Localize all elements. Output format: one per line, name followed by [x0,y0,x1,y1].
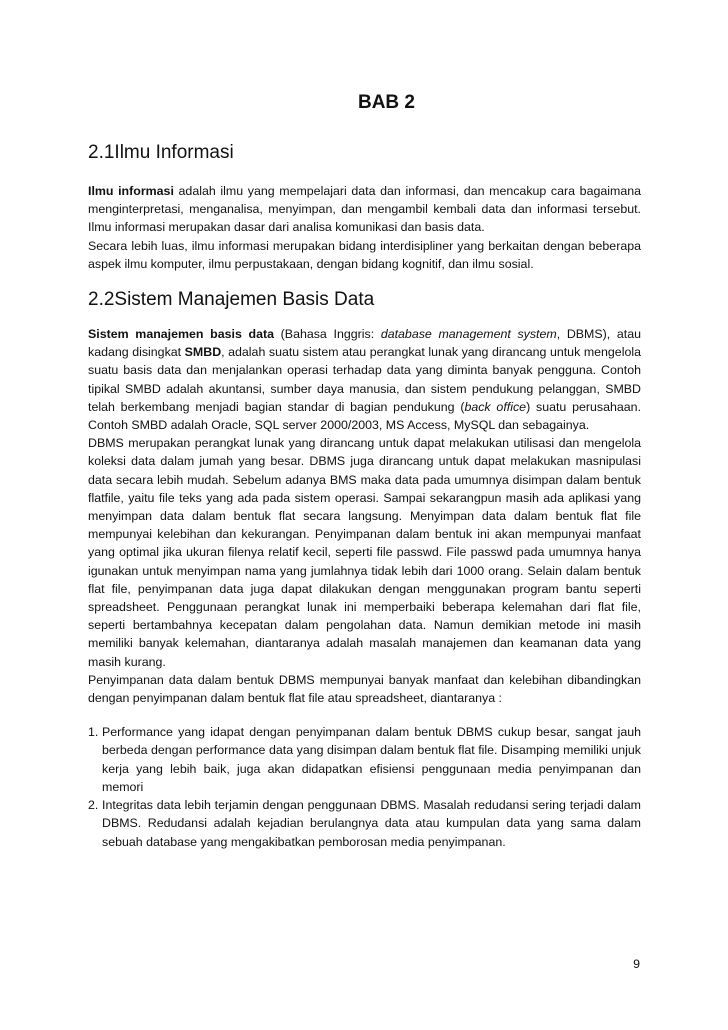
section-heading-sistem-manajemen: 2.2Sistem Manajemen Basis Data [88,289,375,311]
paragraph-dbms-3: Penyimpanan data dalam bentuk DBMS mempunyai banyak manfaat dan kelebihan dibandingkan dengan penyimpanan dalam bentuk flat file atau spreadsheet, diantaranya : [88,672,641,706]
document-page [88,92,641,851]
paragraph-smbd-1 [88,325,641,434]
page-number: 9 [633,957,640,971]
term-ilmu-informasi: Ilmu informasi [88,184,174,198]
list-item [88,723,641,796]
term-dbms-english: database management system [380,327,557,342]
paragraph-dbms-2: DBMS merupakan perangkat lunak yang dirancang untuk dapat melakukan utilisasi dan mengelola koleksi data dalam jumah yang besar. DBMS juga dirancang untuk dapat melakukan masnipulasi data secara lebih mudah. Sebelum adanya BMS maka data pada umumnya disimpan dalam bentuk flatfile, yaitu file teks yang ada pada sistem operasi. Sampai sekarangpun masih ada aplikasi yang menyimpan data dalam bentuk flat secara langsung. Menyimpan data dalam bentuk flat file mempunyai kelebihan dan kekurangan. Penyimpanan dalam bentuk ini akan mempunyai manfaat yang optimal jika ukuran filenya relatif kecil, seperti file passwd. File passwd pada umumnya hanya igunakan untuk menyimpan nama yang jumlahnya tidak lebih dari 1000 orang. Selain dalam bentuk flat file, penyimpanan data juga dapat dilakukan dengan menggunakan program bantu seperti spreadsheet. Penggunaan perangkat lunak ini memperbaiki beberapa kelemahan dari flat file, seperti bertambahnya kecepatan dalam pengolahan data. Namun demikian metode ini masih memiliki banyak kelemahan, diantaranya adalah masalah manajemen dan keamanan data yang masih kurang. [88,436,641,669]
paragraph-ilmu-informasi-2: Secara lebih luas, ilmu informasi merupakan bidang interdisipliner yang berkaitan dengan beberapa aspek ilmu komputer, ilmu perpustakaan, dengan bidang kognitif, dan ilmu sosial. [88,238,641,271]
paragraph-ilmu-informasi-1 [88,182,641,237]
list-text: Performance yang idapat dengan penyimpanan dalam bentuk DBMS cukup besar, sangat jauh berbeda dengan performance data yang disimpan dalam bentuk flat file. Disamping memiliki unjuk kerja yang lebih baik, juga akan didapatkan efisiensi penggunaan media penyimpanan dan memori [102,725,641,794]
paragraph-text: adalah ilmu yang mempelajari data dan informasi, dan mencakup cara bagaimana menginterpretasi, menganalisa, menyimpan, dan mengambil kembali data dan informasi tersebut. Ilmu informasi merupakan dasar dari analisa komunikasi dan basis data. [88,184,641,235]
chapter-heading: BAB 2 [357,92,415,113]
term-smbd-abbr: SMBD [184,345,222,360]
list-number: 2. [88,798,99,813]
list-number: 1. [88,725,99,740]
benefits-list [88,723,641,850]
paragraph-text: , DBMS), atau kadang disingkat [88,327,641,360]
paragraph-text: ) suatu perusahaan. Contoh SMBD adalah Oracle, SQL server 2000/2003, MS Access, MySQL dan sebagainya. [88,399,642,433]
term-back-office: back office [464,399,527,414]
paragraph-text: (Bahasa Inggris: [274,327,381,342]
section-heading-ilmu-informasi: 2.1Ilmu Informasi [88,142,234,163]
term-smbd: Sistem manajemen basis data [88,327,274,342]
list-item [88,796,641,851]
list-text: Integritas data lebih terjamin dengan penggunaan DBMS. Masalah redudansi sering terjadi dalam DBMS. Redudansi adalah kejadian berulangnya data atau kumpulan data yang sama dalam sebuah database yang mengakibatkan pemborosan media penyimpanan. [102,798,641,849]
paragraph-text: , adalah suatu sistem atau perangkat lunak yang dirancang untuk mengelola suatu basis data dan menjalankan operasi terhadap data yang diminta banyak pengguna. Contoh tipikal SMBD adalah akuntansi, sumber daya manusia, dan sistem pendukung pelanggan, SMBD telah berkembang menjadi bagian standar di bagian pendukung ( [88,345,641,414]
